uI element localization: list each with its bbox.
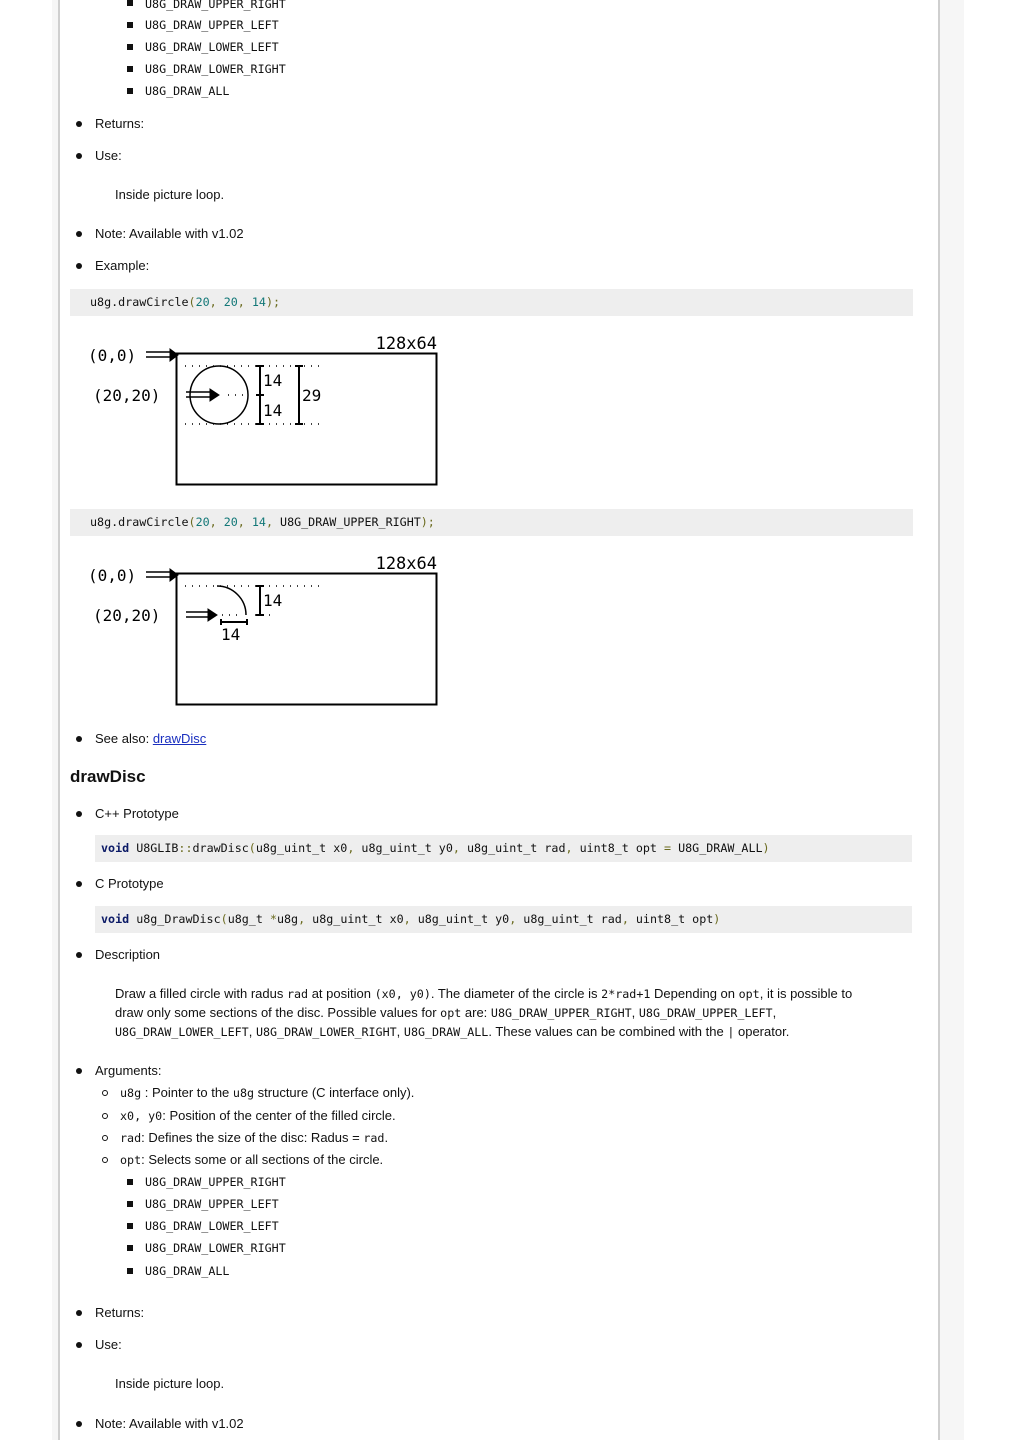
code-token: ,	[237, 295, 252, 309]
bullet	[76, 881, 82, 887]
radius-label: 14	[221, 625, 241, 644]
see-also-label: See also:	[95, 731, 153, 746]
code-token: 20	[223, 515, 238, 529]
diagram-draw-circle	[88, 334, 437, 485]
radius-label: 14	[263, 371, 283, 390]
use-text: Inside picture loop.	[115, 187, 225, 202]
center-label: (20,20)	[93, 606, 161, 625]
arrow-head	[210, 389, 219, 401]
inline-code: (x0, y0)	[374, 987, 431, 1001]
code-token: u8g_uint_t y0	[417, 912, 510, 926]
code-token: u8g_uint_t x0	[312, 912, 404, 926]
arrow-head	[208, 609, 217, 621]
code-token: U8G_DRAW_ALL	[671, 841, 763, 855]
bullet-square	[127, 1223, 133, 1229]
returns-label: Returns:	[95, 116, 145, 131]
code-token: u8g_t	[227, 912, 270, 926]
bullet-circle	[102, 1157, 108, 1163]
text: Draw a filled circle with radus	[115, 986, 287, 1001]
opt-value: U8G_DRAW_UPPER_RIGHT	[145, 1175, 286, 1189]
radius-label: 14	[263, 401, 283, 420]
bullet	[76, 811, 82, 817]
code-token: ,	[237, 515, 252, 529]
code-token: u8g_uint_t rad	[523, 912, 622, 926]
inline-code: x0, y0	[120, 1109, 163, 1123]
inline-code: U8G_DRAW_LOWER_RIGHT	[255, 1025, 397, 1039]
argument-u8g	[120, 1085, 414, 1101]
code-token: =	[664, 841, 672, 855]
opt-value: U8G_DRAW_UPPER_RIGHT	[145, 0, 286, 11]
origin-arrow	[146, 572, 172, 577]
text: .	[384, 1130, 389, 1145]
section-title-drawdisc: drawDisc	[70, 767, 146, 786]
inline-code: opt	[120, 1153, 142, 1167]
inline-code: rad	[286, 987, 309, 1001]
code-token: ,	[621, 912, 636, 926]
text: : Position of the center of the filled circle.	[162, 1108, 396, 1123]
text: structure (C interface only).	[254, 1085, 415, 1100]
text: : Defines the size of the disc: Radus =	[141, 1130, 364, 1145]
arguments-label: Arguments:	[95, 1063, 162, 1078]
code-token: void	[101, 912, 130, 926]
bullet-square	[127, 1201, 133, 1207]
text: : Pointer to the	[141, 1085, 233, 1100]
arc-shape	[217, 586, 246, 615]
text: at position	[308, 986, 375, 1001]
bullet	[76, 1068, 82, 1074]
code-token: (	[188, 295, 196, 309]
code-token: u8g_DrawDisc	[129, 912, 221, 926]
bullet	[76, 1310, 82, 1316]
inline-code: rad	[363, 1131, 385, 1145]
argument-rad	[120, 1130, 388, 1146]
text: are:	[461, 1005, 491, 1020]
inline-code: u8g	[232, 1086, 255, 1100]
code-token: drawDisc	[192, 841, 249, 855]
note: Note: Available with v1.02	[95, 226, 244, 241]
description-label: Description	[95, 947, 161, 962]
bullet	[76, 1421, 82, 1427]
opt-value: U8G_DRAW_LOWER_LEFT	[145, 40, 279, 54]
inline-code: rad	[120, 1131, 142, 1145]
text: Depending on	[650, 986, 739, 1001]
code-token: ::	[178, 841, 193, 855]
cpp-prototype-label: C++ Prototype	[95, 806, 179, 821]
radius-label: 14	[263, 591, 283, 610]
description-line-2	[115, 1005, 776, 1021]
page-shadow-right	[940, 0, 964, 1440]
bullet	[76, 736, 82, 742]
display-frame	[177, 574, 437, 705]
inline-code: U8G_DRAW_UPPER_LEFT	[638, 1006, 773, 1020]
inline-code: 2*rad+1	[601, 987, 651, 1001]
display-frame	[177, 354, 437, 485]
code-token: ,	[403, 912, 418, 926]
code-token: void	[101, 841, 130, 855]
origin-arrow	[146, 352, 172, 357]
text: ,	[631, 1005, 639, 1020]
opt-value: U8G_DRAW_UPPER_LEFT	[145, 1197, 279, 1211]
text: ,	[248, 1024, 256, 1039]
text: ,	[396, 1024, 404, 1039]
opt-value: U8G_DRAW_LOWER_RIGHT	[145, 62, 286, 76]
bullet	[76, 1342, 82, 1348]
argument-x0-y0	[120, 1108, 396, 1124]
text: . The diameter of the circle is	[430, 986, 602, 1001]
bullet	[76, 952, 82, 958]
bullet-square	[127, 1268, 133, 1274]
opt-value: U8G_DRAW_LOWER_RIGHT	[145, 1241, 286, 1255]
opt-value: U8G_DRAW_ALL	[145, 1264, 230, 1278]
center-label: (20,20)	[93, 386, 161, 405]
code-token: u8g_uint_t y0	[361, 841, 453, 855]
description-line-3	[115, 1024, 789, 1040]
diagrams	[0, 0, 460, 720]
opt-value: U8G_DRAW_UPPER_LEFT	[145, 18, 279, 32]
text: : Selects some or all sections of the circle.	[141, 1152, 384, 1167]
code-token: ,	[298, 912, 313, 926]
code-token: u8g_uint_t x0	[255, 841, 348, 855]
code-token: u8g.drawCircle	[90, 295, 189, 309]
code-token: (	[248, 841, 256, 855]
code-token: u8g_uint_t rad	[466, 841, 566, 855]
code-token: 20	[195, 295, 210, 309]
text: ,	[772, 1005, 777, 1020]
code-token: 14	[251, 515, 266, 529]
see-also	[95, 731, 206, 747]
c-prototype-code	[95, 906, 912, 933]
bullet-square	[127, 1245, 133, 1251]
code-token: );	[265, 295, 281, 309]
inline-code: U8G_DRAW_UPPER_RIGHT	[490, 1006, 632, 1020]
bullet-circle	[102, 1090, 108, 1096]
code-token: U8GLIB	[129, 841, 179, 855]
text: . These values can be combined with the	[488, 1024, 728, 1039]
code-token: (	[220, 912, 228, 926]
cpp-prototype-code	[95, 835, 912, 862]
bullet-circle	[102, 1135, 108, 1141]
code-example-2	[70, 509, 913, 536]
code-token: ,	[509, 912, 524, 926]
example-label: Example:	[95, 258, 150, 273]
code-token: ,	[565, 841, 580, 855]
center-arrow	[186, 612, 210, 617]
opt-value: U8G_DRAW_ALL	[145, 84, 230, 98]
use-text: Inside picture loop.	[115, 1376, 225, 1391]
code-token: 20	[195, 515, 210, 529]
display-size-label: 128x64	[375, 554, 437, 574]
description-line-1	[115, 986, 852, 1002]
diagram-draw-circle-upper-right	[88, 554, 437, 705]
code-token: ,	[347, 841, 362, 855]
text: operator.	[734, 1024, 790, 1039]
code-token: uint8_t opt	[635, 912, 714, 926]
inline-code: |	[727, 1025, 735, 1039]
text: draw only some sections of the disc. Possible values for	[115, 1005, 441, 1020]
code-token: 14	[251, 295, 266, 309]
inline-code: opt	[440, 1006, 462, 1020]
inline-code: U8G_DRAW_LOWER_LEFT	[115, 1025, 249, 1039]
opt-value: U8G_DRAW_LOWER_LEFT	[145, 1219, 279, 1233]
code-token: ,	[209, 515, 224, 529]
argument-opt	[120, 1152, 383, 1168]
use-label: Use:	[95, 1337, 122, 1352]
code-token: );	[420, 515, 435, 529]
code-token: )	[713, 912, 721, 926]
display-size-label: 128x64	[375, 334, 437, 354]
drawdisc-link[interactable]: drawDisc	[152, 731, 207, 746]
code-token: uint8_t opt	[579, 841, 665, 855]
returns-label: Returns:	[95, 1305, 145, 1320]
code-token: ,	[265, 515, 281, 529]
code-token: u8g.drawCircle	[90, 515, 189, 529]
code-token: U8G_DRAW_UPPER_RIGHT	[280, 515, 421, 529]
code-token: )	[762, 841, 770, 855]
note: Note: Available with v1.02	[95, 1416, 244, 1431]
code-token: *	[269, 912, 277, 926]
origin-label: (0,0)	[88, 346, 137, 365]
code-token: (	[188, 515, 196, 529]
guide-dots	[185, 586, 322, 615]
origin-label: (0,0)	[88, 566, 137, 585]
use-label: Use:	[95, 148, 122, 163]
diameter-label: 29	[302, 386, 322, 405]
bullet-circle	[102, 1113, 108, 1119]
measure-bars	[221, 586, 264, 625]
code-token: u8g	[276, 912, 299, 926]
text: , it is possible to	[759, 986, 853, 1001]
inline-code: u8g	[120, 1086, 142, 1100]
inline-code: opt	[738, 987, 760, 1001]
code-token: ,	[209, 295, 224, 309]
code-token: 20	[223, 295, 238, 309]
bullet-square	[127, 1179, 133, 1185]
code-token: ,	[452, 841, 467, 855]
c-prototype-label: C Prototype	[95, 876, 164, 891]
inline-code: U8G_DRAW_ALL	[403, 1025, 489, 1039]
